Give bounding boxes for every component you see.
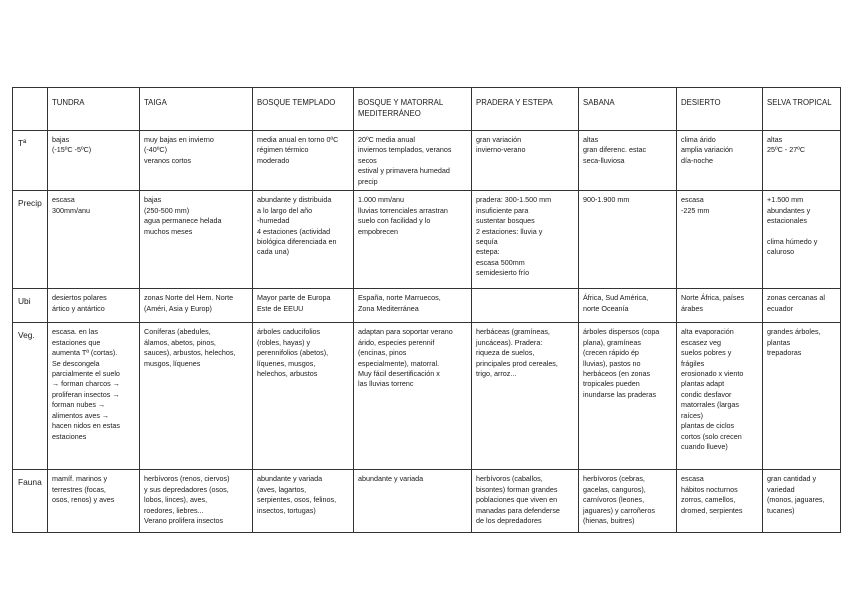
table-cell — [48, 191, 140, 289]
cell-text: herbívoros (renos, ciervos) y sus depredadores (osos, lobos, linces), aves, roedores, liebres... Verano prolifera insectos — [144, 474, 230, 525]
cell-text: altas gran diferenc. estac seca-lluviosa — [583, 135, 647, 165]
row-label: Tª — [13, 131, 48, 191]
table-cell — [677, 131, 763, 191]
cell-text: Coníferas (abedules, álamos, abetos, pinos, sauces), arbustos, helechos, musgos, líquenes — [144, 327, 236, 368]
header-cell-bosque-templado: BOSQUE TEMPLADO — [253, 88, 354, 131]
table-cell — [763, 323, 841, 470]
header-cell-bosque-mediterraneo: BOSQUE Y MATORRAL MEDITERRÁNEO — [354, 88, 472, 131]
cell-text: 1.000 mm/anu lluvias torrenciales arrastran suelo con facilidad y lo empobrecen — [358, 195, 448, 236]
table-cell — [763, 191, 841, 289]
cell-text: abundante y variada — [358, 474, 424, 484]
table-cell — [472, 289, 579, 323]
table-cell — [354, 470, 472, 533]
cell-text: abundante y variada (aves, lagartos, serpientes, osos, felinos, insectos, tortugas) — [257, 474, 337, 515]
table-cell — [677, 289, 763, 323]
cell-text: gran cantidad y variedad (monos, jaguares, tucanes) — [767, 474, 825, 515]
table-cell — [472, 131, 579, 191]
header-row — [13, 88, 841, 131]
table-cell — [253, 323, 354, 470]
cell-text: abundante y distribuida a lo largo del año -humedad 4 estaciones (actividad biológica diferenciada en cada una) — [257, 195, 337, 257]
cell-text: +1.500 mm abundantes y estacionales clima húmedo y caluroso — [767, 195, 818, 257]
table-cell — [140, 191, 253, 289]
header-cell-desierto: DESIERTO — [677, 88, 763, 131]
table-row-temperatura — [13, 131, 841, 191]
row-label: Ubi — [13, 289, 48, 323]
cell-text: alta evaporación escasez veg suelos pobres y frágiles erosionado x viento plantas adapt condic desfavor matorrales (largas raíces) plantas de ciclos cortos (solo crecen cuando llueve) — [681, 327, 744, 451]
table-cell — [677, 323, 763, 470]
table-cell — [763, 470, 841, 533]
cell-text: escasa 300mm/anu — [52, 195, 90, 215]
table-body — [13, 131, 841, 533]
table-cell — [472, 191, 579, 289]
table-header — [13, 88, 841, 131]
header-cell-pradera-estepa: PRADERA Y ESTEPA — [472, 88, 579, 131]
header-cell-taiga: TAIGA — [140, 88, 253, 131]
cell-text: clima árido amplia variación día-noche — [681, 135, 733, 165]
table-row-precipitacion — [13, 191, 841, 289]
table-cell — [48, 131, 140, 191]
table-cell — [677, 470, 763, 533]
table-cell — [354, 191, 472, 289]
table-cell — [140, 470, 253, 533]
cell-text: Mayor parte de Europa Este de EEUU — [257, 293, 331, 313]
table-cell — [140, 289, 253, 323]
table-cell — [472, 470, 579, 533]
cell-text: muy bajas en invierno (-40ºC) veranos cortos — [144, 135, 214, 165]
table-cell — [354, 289, 472, 323]
table-cell — [140, 131, 253, 191]
row-label: Precip — [13, 191, 48, 289]
cell-text: árboles caducifolios (robles, hayas) y perennifolios (abetos), líquenes, musgos, helechos, arbustos — [257, 327, 329, 378]
cell-text: pradera: 300-1.500 mm insuficiente para sustentar bosques 2 estaciones: lluvia y sequía estepa: escasa 500mm semidesierto frío — [476, 195, 552, 278]
header-cell-selva-tropical: SELVA TROPICAL — [763, 88, 841, 131]
table-cell — [472, 323, 579, 470]
cell-text: zonas Norte del Hem. Norte (Améri, Asia y Europ) — [144, 293, 234, 313]
cell-text: mamíf. marinos y terrestres (focas, osos, renos) y aves — [52, 474, 115, 505]
header-cell-empty — [13, 88, 48, 131]
table-row-vegetacion — [13, 323, 841, 470]
cell-text: media anual en torno 0ºC régimen térmico moderado — [257, 135, 339, 165]
row-label: Veg. — [13, 323, 48, 470]
cell-text: Norte África, países árabes — [681, 293, 745, 313]
cell-text: bajas (-15ºC -5ºC) — [52, 135, 92, 155]
cell-text: gran variación invierno-verano — [476, 135, 526, 155]
cell-text: grandes árboles, plantas trepadoras — [767, 327, 821, 358]
cell-text: escasa hábitos nocturnos zorros, camellos, dromed, serpientes — [681, 474, 743, 515]
table-cell — [763, 131, 841, 191]
table-row-fauna — [13, 470, 841, 533]
header-cell-sabana: SABANA — [579, 88, 677, 131]
cell-text: escasa -225 mm — [681, 195, 710, 215]
cell-text: altas 25ºC - 27ºC — [767, 135, 806, 155]
cell-text: herbívoros (caballos, bisontes) forman grandes poblaciones que viven en manadas para defenderse de los depredadores — [476, 474, 560, 525]
table-cell — [579, 289, 677, 323]
table-cell — [253, 289, 354, 323]
table-cell — [140, 323, 253, 470]
cell-text: árboles dispersos (copa plana), gramíneas (crecen rápido ép lluvias), pastos no herbáceos (en zonas tropicales pueden inundarse las praderas — [583, 327, 660, 399]
cell-text: herbáceas (gramíneas, juncáceas). Pradera: riqueza de suelos, principales prod cereales, trigo, arroz... — [476, 327, 558, 378]
table-cell — [354, 323, 472, 470]
cell-text: bajas (250-500 mm) agua permanece helada muchos meses — [144, 195, 222, 236]
row-label: Fauna — [13, 470, 48, 533]
header-cell-tundra: TUNDRA — [48, 88, 140, 131]
table-cell — [253, 470, 354, 533]
cell-text: 900-1.900 mm — [583, 195, 630, 205]
cell-text: desiertos polares ártico y antártico — [52, 293, 107, 313]
table-cell — [354, 131, 472, 191]
table-cell — [677, 191, 763, 289]
biomes-table — [12, 87, 841, 533]
cell-text: herbívoros (cebras, gacelas, canguros), carnívoros (leones, jaguares) y carroñeros (hienas, buitres) — [583, 474, 655, 525]
cell-text: 20ºC media anual inviernos templados, veranos secos estival y primavera humedad precip — [358, 135, 452, 186]
table-cell — [763, 289, 841, 323]
cell-text: África, Sud América, norte Oceanía — [583, 293, 649, 313]
cell-text: España, norte Marruecos, Zona Mediterránea — [358, 293, 441, 313]
table-row-ubicacion — [13, 289, 841, 323]
table-cell — [48, 289, 140, 323]
table-cell — [579, 323, 677, 470]
cell-text: escasa. en las estaciones que aumenta Tª (cortas). Se descongela parcialmente el suelo → forman charcos → proliferan insectos → forman nubes → alimentos aves → hacen nidos en estas estaciones — [52, 327, 120, 441]
table-cell — [579, 191, 677, 289]
table-cell — [579, 470, 677, 533]
table-cell — [579, 131, 677, 191]
table-cell — [48, 470, 140, 533]
table-cell — [253, 131, 354, 191]
table-cell — [253, 191, 354, 289]
cell-text: adaptan para soportar verano árido, especies perennif (encinas, pinos especialmente), matorral. Muy fácil desertificación x las lluvias torrenc — [358, 327, 453, 389]
cell-text: zonas cercanas al ecuador — [767, 293, 825, 313]
table-cell — [48, 323, 140, 470]
